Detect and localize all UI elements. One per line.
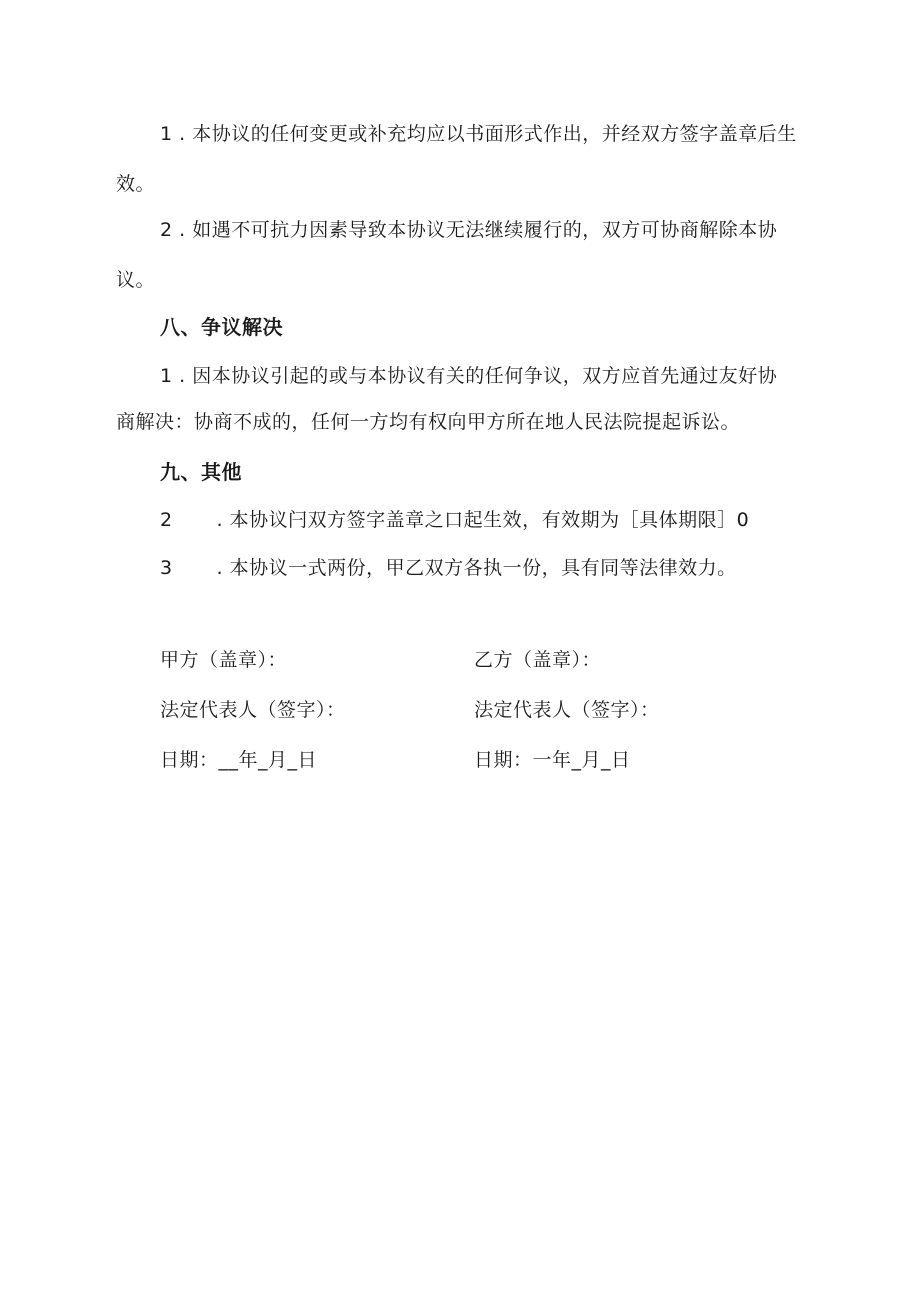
clause-7-1-line-1: [160, 122, 797, 146]
clause-number: 2: [160, 219, 173, 241]
party-b-seal-label: 乙方（盖章）：: [474, 649, 602, 671]
clause-8-1-line-1: [160, 364, 777, 388]
clause-text: 商解决：协商不成的，任何一方均有权向甲方所在地人民法院提起诉讼。: [116, 411, 741, 433]
clause-number: 1: [160, 365, 173, 387]
party-a-seal-label: 甲方（盖章）：: [160, 649, 288, 671]
clause-text: 议。: [116, 269, 156, 291]
clause-7-2-line-1: [160, 218, 777, 242]
clause-text: 效。: [116, 173, 156, 195]
party-b-date-label: 日期：一年_月_日: [474, 749, 631, 771]
clause-number: 1: [160, 123, 173, 145]
party-b-representative-label: 法定代表人（签字）：: [474, 699, 660, 721]
clause-7-1-line-2: [116, 172, 155, 196]
clause-9-2: [160, 508, 749, 532]
clause-text: . 本协议的任何变更或补充均应以书面形式作出，并经双方签字盖章后生: [179, 123, 797, 145]
clause-text: . 本协议一式两份，甲乙双方各执一份，具有同等法律效力。: [216, 557, 737, 579]
clause-number: 2: [160, 509, 173, 531]
clause-8-1-line-2: [116, 410, 740, 434]
clause-9-3: [160, 556, 737, 580]
clause-number: 3: [160, 557, 173, 579]
clause-text: . 因本协议引起的或与本协议有关的任何争议，双方应首先通过友好协: [179, 365, 778, 387]
section-8-heading: 八、争议解决: [160, 315, 283, 339]
party-a-date-label: 日期：__年_月_日: [160, 749, 318, 771]
clause-text: . 如遇不可抗力因素导致本协议无法继续履行的，双方可协商解除本协: [179, 219, 778, 241]
clause-7-2-line-2: [116, 268, 155, 292]
party-a-representative-label: 法定代表人（签字）：: [160, 699, 346, 721]
clause-text: . 本协议闩双方签字盖章之口起生效，有效期为［具体期限］0: [216, 509, 750, 531]
section-9-heading: 九、其他: [160, 460, 242, 484]
